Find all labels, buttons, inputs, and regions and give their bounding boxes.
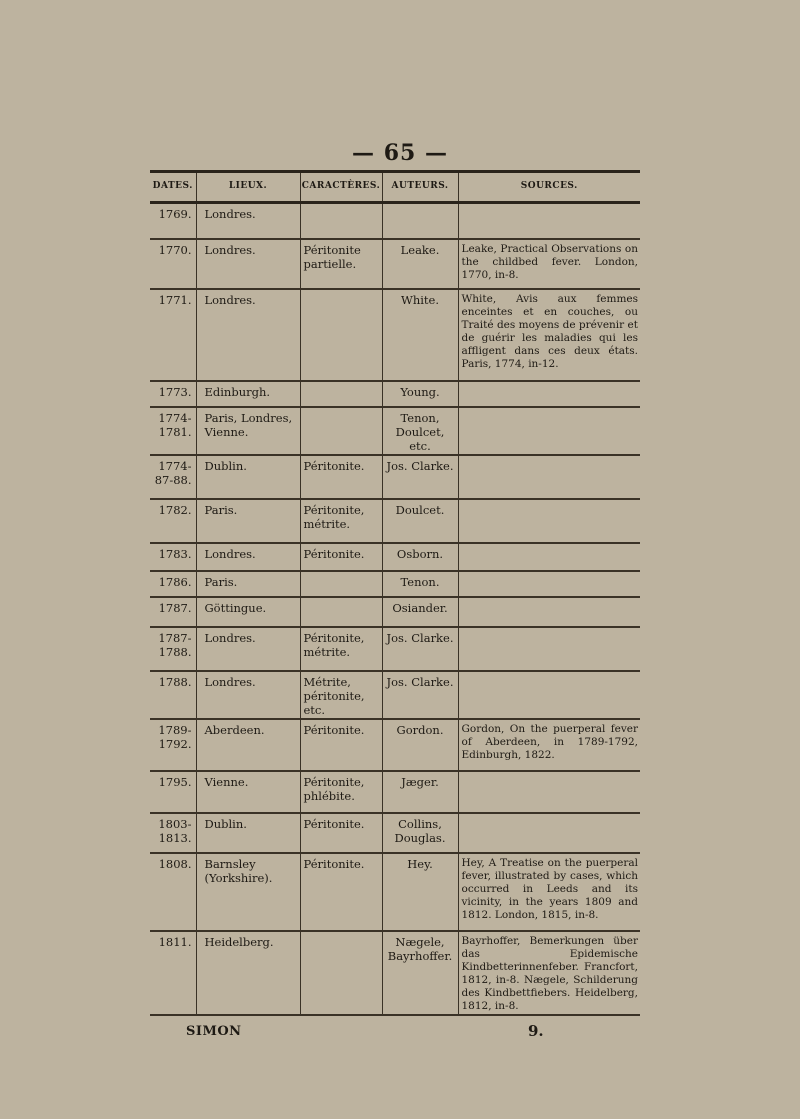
cell-lieu: Edinburgh. bbox=[196, 381, 300, 407]
cell-caracteres: Péritonite, phlébite. bbox=[300, 771, 382, 813]
cell-sources bbox=[458, 571, 640, 597]
cell-date bbox=[150, 239, 196, 289]
cell-date bbox=[150, 597, 196, 627]
cell-date bbox=[150, 289, 196, 381]
cell-caracteres: Péritonite. bbox=[300, 853, 382, 931]
cell-caracteres: Péritonite. bbox=[300, 543, 382, 571]
cell-auteurs: Jos. Clarke. bbox=[382, 627, 458, 671]
cell-sources: Gordon, On the puerperal fever of Aberdeen, in 1789-1792, Edinburgh, 1822. bbox=[458, 719, 640, 771]
cell-auteurs: Tenon, Doulcet, etc. bbox=[382, 407, 458, 455]
date-line: 1813. bbox=[158, 831, 192, 846]
cell-sources: Bayrhoffer, Bemerkungen über das Epidemische Kindbetterinnenfeber. Francfort, 1812, in-8. Nægele, Schilderung des Kindbettfiebers. Heidelberg, 1812, in-8. bbox=[458, 931, 640, 1015]
table-row bbox=[150, 571, 640, 597]
cell-date bbox=[150, 203, 196, 239]
cell-lieu: Paris, Londres, Vienne. bbox=[196, 407, 300, 455]
cell-auteurs: Gordon. bbox=[382, 719, 458, 771]
table-row bbox=[150, 289, 640, 381]
table-row bbox=[150, 597, 640, 627]
cell-caracteres: Péritonite. bbox=[300, 455, 382, 499]
cell-sources bbox=[458, 543, 640, 571]
table-body bbox=[150, 203, 640, 1015]
cell-auteurs: Tenon. bbox=[382, 571, 458, 597]
header-dates: DATES. bbox=[150, 172, 196, 203]
epidemics-table bbox=[150, 170, 640, 1016]
cell-auteurs bbox=[382, 203, 458, 239]
date-line: 87-88. bbox=[154, 473, 192, 487]
cell-sources: Hey, A Treatise on the puerperal fever, illustrated by cases, which occurred in Leeds and its vicinity, in the years 1809 and 1812. London, 1815, in-8. bbox=[458, 853, 640, 931]
cell-caracteres bbox=[300, 289, 382, 381]
cell-auteurs: Hey. bbox=[382, 853, 458, 931]
cell-sources bbox=[458, 627, 640, 671]
date-line: 1773. bbox=[158, 384, 192, 399]
cell-caracteres bbox=[300, 381, 382, 407]
cell-sources bbox=[458, 671, 640, 719]
table-row bbox=[150, 771, 640, 813]
date-line: 1774- bbox=[158, 458, 192, 473]
cell-sources bbox=[458, 455, 640, 499]
cell-caracteres bbox=[300, 571, 382, 597]
cell-date bbox=[150, 407, 196, 455]
header-lieux: LIEUX. bbox=[196, 172, 300, 203]
cell-date bbox=[150, 671, 196, 719]
date-line: 1788. bbox=[158, 645, 192, 659]
cell-lieu: Aberdeen. bbox=[196, 719, 300, 771]
date-line: 1770. bbox=[158, 242, 192, 257]
cell-auteurs: Osiander. bbox=[382, 597, 458, 627]
cell-sources bbox=[458, 203, 640, 239]
cell-auteurs: White. bbox=[382, 289, 458, 381]
cell-caracteres: Péritonite. bbox=[300, 813, 382, 853]
date-line: 1786. bbox=[158, 574, 192, 589]
cell-caracteres bbox=[300, 203, 382, 239]
cell-sources bbox=[458, 407, 640, 455]
table-row bbox=[150, 813, 640, 853]
cell-caracteres: Péritonite partielle. bbox=[300, 239, 382, 289]
cell-lieu: Göttingue. bbox=[196, 597, 300, 627]
cell-sources bbox=[458, 813, 640, 853]
cell-sources: White, Avis aux femmes enceintes et en couches, ou Traité des moyens de prévenir et de guérir les maladies qui les affligent dans ces deux états. Paris, 1774, in-12. bbox=[458, 289, 640, 381]
cell-auteurs: Nægele, Bayrhoffer. bbox=[382, 931, 458, 1015]
cell-auteurs: Osborn. bbox=[382, 543, 458, 571]
cell-caracteres: Péritonite. bbox=[300, 719, 382, 771]
cell-lieu: Paris. bbox=[196, 499, 300, 543]
cell-lieu: Heidelberg. bbox=[196, 931, 300, 1015]
cell-lieu: Vienne. bbox=[196, 771, 300, 813]
date-line: 1788. bbox=[158, 674, 192, 689]
cell-date bbox=[150, 719, 196, 771]
cell-auteurs: Doulcet. bbox=[382, 499, 458, 543]
cell-date bbox=[150, 381, 196, 407]
table-row bbox=[150, 931, 640, 1015]
cell-sources bbox=[458, 499, 640, 543]
cell-lieu: Londres. bbox=[196, 543, 300, 571]
cell-lieu: Londres. bbox=[196, 289, 300, 381]
cell-lieu: Barnsley (Yorkshire). bbox=[196, 853, 300, 931]
cell-caracteres bbox=[300, 931, 382, 1015]
date-line: 1795. bbox=[158, 774, 192, 789]
header-caracteres: CARACTÈRES. bbox=[300, 172, 382, 203]
table-row bbox=[150, 381, 640, 407]
cell-caracteres bbox=[300, 597, 382, 627]
date-line: 1808. bbox=[158, 856, 192, 871]
cell-date bbox=[150, 853, 196, 931]
date-line: 1783. bbox=[158, 546, 192, 561]
date-line: 1781. bbox=[158, 424, 192, 439]
date-line: 1774- bbox=[158, 410, 192, 425]
cell-lieu: Dublin. bbox=[196, 813, 300, 853]
table-row bbox=[150, 455, 640, 499]
cell-date bbox=[150, 455, 196, 499]
cell-sources bbox=[458, 597, 640, 627]
cell-date bbox=[150, 543, 196, 571]
date-line: 1771. bbox=[158, 292, 192, 307]
printer-signature: SIMON bbox=[186, 1024, 242, 1039]
cell-date bbox=[150, 931, 196, 1015]
cell-auteurs: Jos. Clarke. bbox=[382, 455, 458, 499]
table-header-row bbox=[150, 172, 640, 203]
date-line: 1782. bbox=[158, 502, 192, 517]
table-row bbox=[150, 719, 640, 771]
table-row bbox=[150, 543, 640, 571]
table-row bbox=[150, 627, 640, 671]
cell-caracteres: Péritonite, métrite. bbox=[300, 627, 382, 671]
cell-caracteres: Métrite, péritonite, etc. bbox=[300, 671, 382, 719]
cell-auteurs: Collins, Douglas. bbox=[382, 813, 458, 853]
table-row bbox=[150, 407, 640, 455]
cell-date bbox=[150, 771, 196, 813]
cell-auteurs: Jos. Clarke. bbox=[382, 671, 458, 719]
date-line: 1811. bbox=[158, 934, 192, 949]
date-line: 1803- bbox=[158, 816, 192, 831]
page-number: — 65 — bbox=[352, 140, 448, 166]
cell-date bbox=[150, 627, 196, 671]
header-sources: SOURCES. bbox=[458, 172, 640, 203]
date-line: 1792. bbox=[158, 737, 192, 752]
cell-lieu: Londres. bbox=[196, 627, 300, 671]
cell-auteurs: Leake. bbox=[382, 239, 458, 289]
table-row bbox=[150, 671, 640, 719]
cell-date bbox=[150, 499, 196, 543]
table-row bbox=[150, 499, 640, 543]
cell-lieu: Paris. bbox=[196, 571, 300, 597]
cell-caracteres bbox=[300, 407, 382, 455]
cell-lieu: Londres. bbox=[196, 239, 300, 289]
cell-auteurs: Jæger. bbox=[382, 771, 458, 813]
table-row bbox=[150, 853, 640, 931]
epidemics-table-container bbox=[150, 170, 640, 1016]
cell-lieu: Londres. bbox=[196, 671, 300, 719]
date-line: 1787. bbox=[158, 600, 192, 615]
cell-date bbox=[150, 571, 196, 597]
sheet-mark: 9. bbox=[528, 1022, 544, 1040]
cell-auteurs: Young. bbox=[382, 381, 458, 407]
cell-caracteres: Péritonite, métrite. bbox=[300, 499, 382, 543]
date-line: 1789- bbox=[158, 722, 192, 737]
cell-date bbox=[150, 813, 196, 853]
date-line: 1787- bbox=[158, 630, 192, 645]
cell-lieu: Dublin. bbox=[196, 455, 300, 499]
table-row bbox=[150, 203, 640, 239]
date-line: 1769. bbox=[158, 207, 192, 221]
table-row bbox=[150, 239, 640, 289]
header-auteurs: AUTEURS. bbox=[382, 172, 458, 203]
cell-sources: Leake, Practical Observations on the childbed fever. London, 1770, in-8. bbox=[458, 239, 640, 289]
cell-sources bbox=[458, 381, 640, 407]
cell-sources bbox=[458, 771, 640, 813]
cell-lieu: Londres. bbox=[196, 203, 300, 239]
